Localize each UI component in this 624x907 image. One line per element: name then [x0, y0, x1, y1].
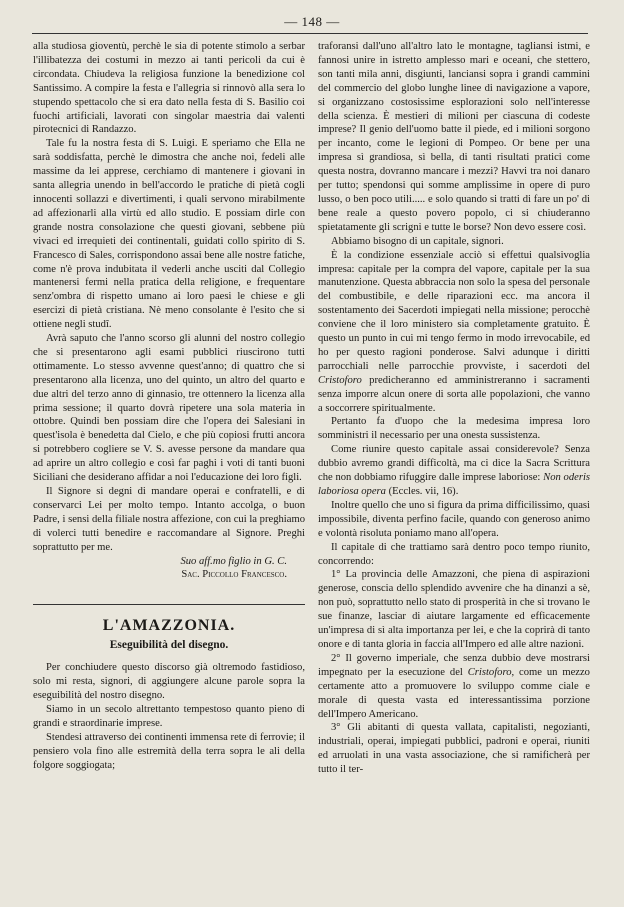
paragraph: [318, 443, 590, 499]
letter-signature: Suo aff.mo figlio in G. C.: [180, 555, 287, 567]
section-separator: [33, 604, 305, 605]
paragraph-text: predicheranno ed amministreranno i sacramenti senza imporre alcun onere di sorta alle popolazioni, che vanno a soccorrere spiritualmente.: [318, 374, 590, 414]
paragraph: Il Signore si degni di mandare operai e confratelli, e di conservarci Lei per molto tempo. Intanto accolga, o buon Padre, i sensi della filiale nostra affezione, con cui la preghiamo di volerci tutti benedire e raccomandare al Signore. Preghi soprattutto per me.: [33, 486, 305, 553]
letter-author: Sac. Piccollo Francesco.: [181, 569, 287, 581]
paragraph: [318, 249, 590, 416]
paragraph: Per conchiudere questo discorso già oltremodo fastidioso, solo mi resta, signori, di aggiungere alcune parole sopra la eseguibilità del nostro disegno.: [33, 662, 305, 701]
page-number: — 148 —: [284, 14, 340, 29]
paragraph: Stendesi attraverso dei continenti immensa rete di ferrovie; il pensiero vola fino alle estremità della terra sopra le ali della folgore soggiogata;: [33, 731, 305, 771]
paragraph: Avrà saputo che l'anno scorso gli alunni del nostro collegio che si presentarono agli esami pubblici riuscirono tutti ottimamente. Lo stesso avvenne quest'anno; di quattro che si presentarono alla licenza, uno del quinto, un altro del quarto e due altri del terzo anno di ginnasio, tre ottennero la licenza alla prima sessione; il quarto dovrà ripetere una sola materia in ottobre. Quindi ben possiam dire che l'opera dei Salesiani in quest'isola è benedetta dal Cielo, e che più copiosi frutti ancora si potrebbero cogliere se V. S. avesse persone da mandare qua ad aprire un altro collegio e così far paghi i voti di tanti buoni Siciliani che desiderano affidar a noi l'educazione dei loro figli.: [33, 333, 305, 484]
latin-quote: Non oderis laboriosa opera: [318, 472, 591, 497]
paragraph-text: 2° Il governo imperiale, che senza dubbio deve mostrarsi impegnato per la esecuzione del: [318, 652, 590, 678]
paragraph-text: (Eccles. vii, 16).: [388, 486, 459, 497]
paragraph: Pertanto fa d'uopo che la medesima impresa loro somministri il necessario per una onesta sussistenza.: [318, 416, 590, 442]
paragraph: Tale fu la nostra festa di S. Luigi. E speriamo che Ella ne sarà soddisfatta, perchè le dimostra che anche noi, fedeli alle massime da lei apprese, cerchiamo di mantenere i giovani in santa allegria unendo in bell'accordo le pratiche di pietà cogli innocenti sollazzi e divertimenti, i quali servono mirabilmente ad affezionarli alla virtù ed allo studio. E possiam dirle con grande nostra consolazione che questi giovani, sebbene più vivaci ed irrequieti dei continentali, guidati collo spirito di S. Francesco di Sales, corrispondono assai bene alle nostre fatiche, come n'è prova indubitata il vederli anche usciti dal Collegio mantenersi fermi nella pratica della religione, e frequentare senz'ombra di rispetto umano ai loro paesi le chiese e gli esercizi di pietà cristiana. Nè meno consolante è l'esito che si ottiene negli studî.: [33, 138, 305, 331]
paragraph: 1° La provincia delle Amazzoni, che piena di aspirazioni generose, conscia dello splendido avvenire che ha dinanzi a sè, non può, soprattutto nello stato di prosperità in che si trovano le sue finanze, lasciar di aiutare largamente ed efficacemente un'impresa di sì alta importanza per lei, e che la coprirà di tanto onore e di tanta gloria in faccia all'Impero ed alle altre nazioni.: [318, 569, 590, 650]
section-title: L'AMAZZONIA.: [102, 617, 236, 635]
paragraph: traforansi dall'uno all'altro lato le montagne, tagliansi istmi, e fannosi unire in istretto amplesso mari e oceani, che stettero, son tanti mila anni, disgiunti, lanciansi sopra i grandi cammini del commercio del globo lunghe linee di navigazione a vapore, si organizzano costosissime esplorazioni solo nell'interesse della scienza. È mestieri di milioni per ciascuna di codeste imprese? Il genio dell'uomo batte il piede, ed i milioni sorgono per incanto, come le legioni di Pompeo. Or bene per una impresa sì grandiosa, sì bella, di tanti risultati pratici come questa nostra, dovranno mancare i mezzi? Havvi tra noi danaro per tutto; spendonsi qui somme amplissime in opere di puro lusso, o ben poco utili..... e solo quando si tratti di fare un po' di bene reale a questo povero popolo, ci si chiuderanno spietatamente gli scrigni e tutte le borse? Non devo essere così.: [318, 41, 590, 233]
paragraph: Inoltre quello che uno si figura da prima difficilissimo, quasi impossibile, diventa perfino facile, quando con generoso animo e volontà risoluta poniamo mano all'opera.: [318, 499, 590, 539]
paragraph: alla studiosa gioventù, perchè le sia di potente stimolo a serbar l'illibatezza dei costumi in mezzo ai tanti pericoli da cui è circondata. Chiudeva la religiosa funzione la benedizione col Santissimo. A compire la festa e l'allegria si rinnovò alla sera lo stupendo spettacolo che si era dato nella festa di S. Basilio coi fuochi artificiali, lavorati con singolar maestria dai valenti pirotecnici di Randazzo.: [33, 41, 305, 136]
ship-name: Cristoforo: [467, 666, 512, 678]
paragraph: Siamo in un secolo altrettanto tempestoso quanto pieno di grandi e straordinarie imprese.: [33, 703, 305, 729]
paragraph: 3° Gli abitanti di questa vallata, capitalisti, negozianti, industriali, operai, impiegati pubblici, padroni e operai, riuniti ed arruolati in una vasta associazione, che si ramificherà per tutto il ter-: [318, 722, 590, 776]
top-rule: [32, 33, 588, 34]
paragraph-text: , come un mezzo certamente atto a promuovere lo sviluppo comme ciale e morale di questa vasta ed interessantissima porzione dell'Impero Americano.: [318, 666, 590, 720]
paragraph-text: È la condizione essenziale acciò si effettui qualsivoglia impresa: capitale per la compra del vapore, capitale per la sua manutenzione. Questa abbraccia non solo la spesa del personale del combustibile, e delle riparazioni ecc. ma ancora il sostentamento dei Sacerdoti impiegati nella missione; perocchè conviene che il loro ministero sia completamente gratuito. È questo un punto in cui mi tengo fermo in modo irrevocabile, ed ho per questo ragioni ponderose. Salvi adunque i diritti parrocchiali nelle parrocchie provviste, i sacerdoti del: [318, 249, 590, 372]
section-subtitle: Eseguibilità del disegno.: [109, 639, 229, 652]
right-column: [318, 40, 590, 777]
paragraph: Il capitale di che trattiamo sarà dentro poco tempo riunito, concorrendo:: [318, 541, 590, 567]
paragraph: Abbiamo bisogno di un capitale, signori.: [331, 235, 504, 247]
left-column: [33, 40, 305, 772]
paragraph-text: Come riunire questo capitale assai considerevole? Senza dubbio avremo grandi difficoltà, ma ci dice la Sacra Scrittura che non dobbiamo rifuggire dalle imprese laboriose:: [318, 444, 590, 484]
ship-name: Cristoforo: [318, 374, 362, 386]
paragraph: [318, 652, 590, 722]
